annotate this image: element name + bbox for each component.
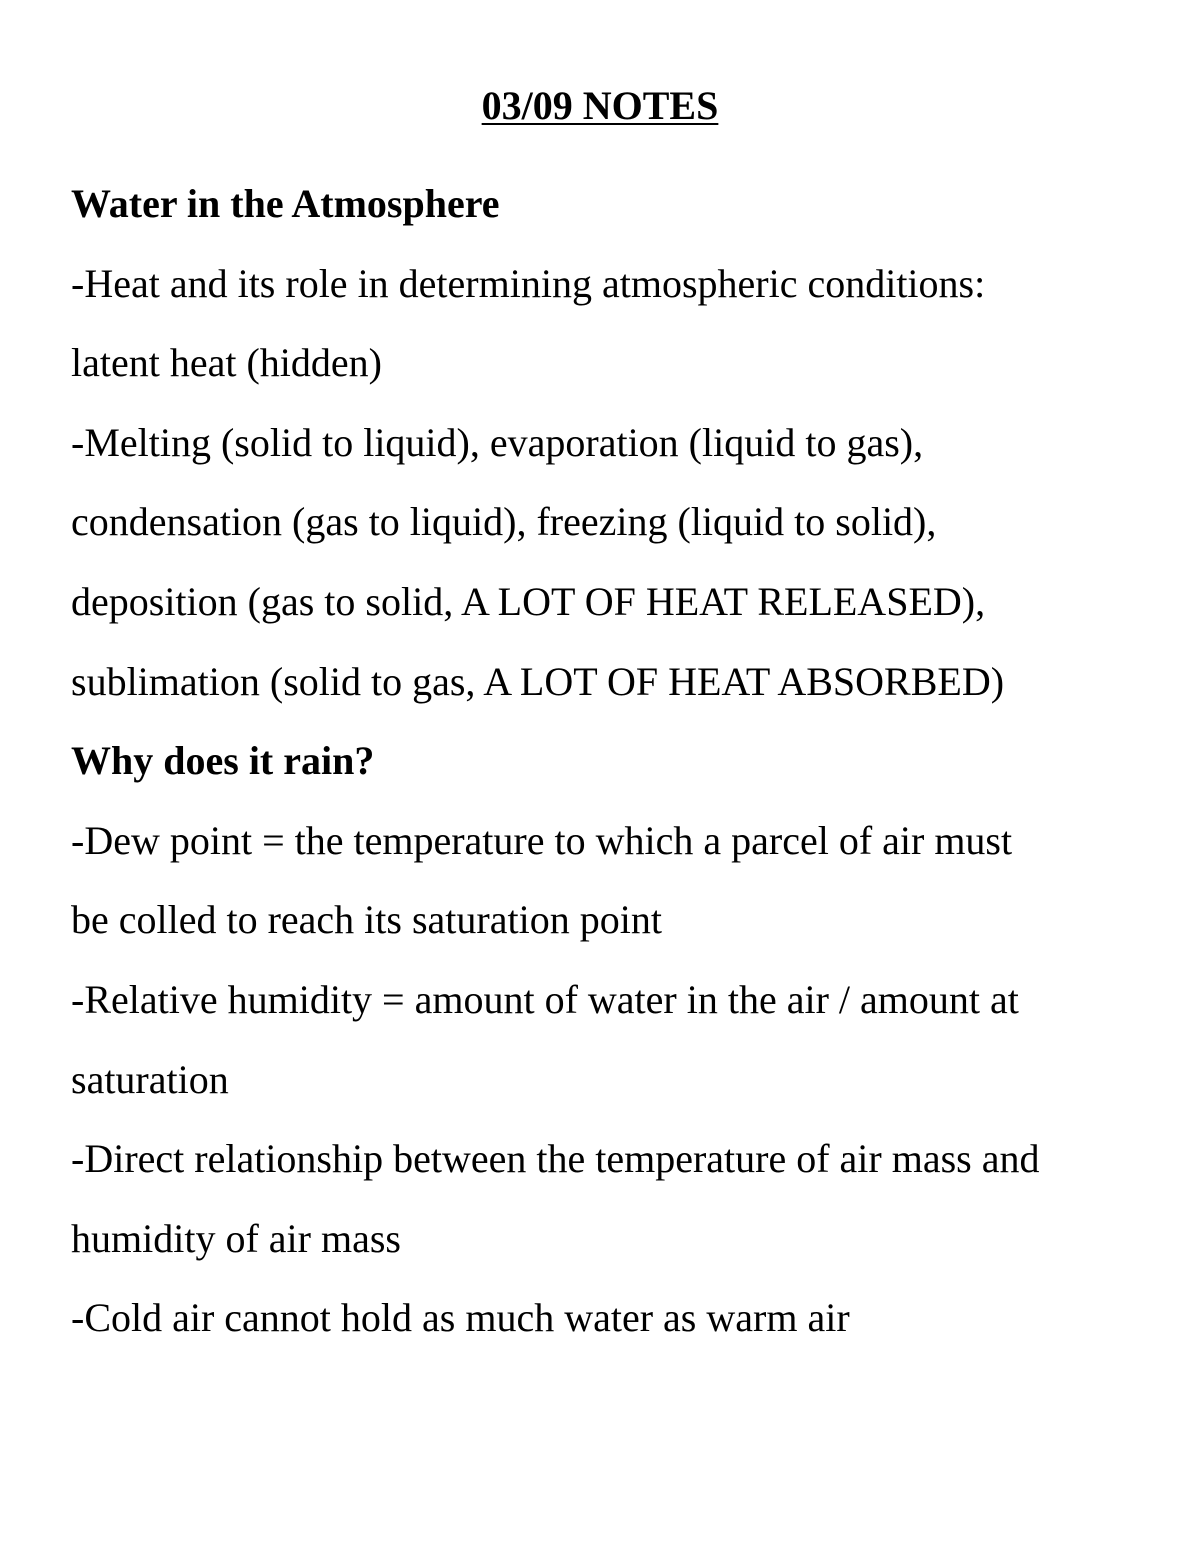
notes-body xyxy=(71,164,1151,1358)
page-title xyxy=(0,82,1200,130)
note-line: be colled to reach its saturation point xyxy=(71,897,662,943)
note-line: sublimation (solid to gas, A LOT OF HEAT ABSORBED) xyxy=(71,658,1005,704)
page-title-text: 03/09 NOTES xyxy=(481,83,719,128)
note-line: humidity of air mass xyxy=(71,1215,401,1261)
note-line: -Cold air cannot hold as much water as warm air xyxy=(71,1295,850,1341)
note-line: -Relative humidity = amount of water in the air / amount at xyxy=(71,976,1019,1022)
note-line: saturation xyxy=(71,1056,229,1102)
note-line: -Direct relationship between the temperature of air mass and xyxy=(71,1136,1040,1182)
note-line: -Dew point = the temperature to which a parcel of air must xyxy=(71,817,1013,863)
note-line: latent heat (hidden) xyxy=(71,340,382,386)
section-heading-why-does-it-rain: Why does it rain? xyxy=(71,738,375,784)
note-line: -Heat and its role in determining atmospheric conditions: xyxy=(71,260,986,306)
note-line: deposition (gas to solid, A LOT OF HEAT RELEASED), xyxy=(71,578,986,624)
section-heading-water-in-atmosphere: Water in the Atmosphere xyxy=(71,181,500,226)
note-line: condensation (gas to liquid), freezing (liquid to solid), xyxy=(71,499,937,545)
note-line: -Melting (solid to liquid), evaporation (liquid to gas), xyxy=(71,419,924,465)
